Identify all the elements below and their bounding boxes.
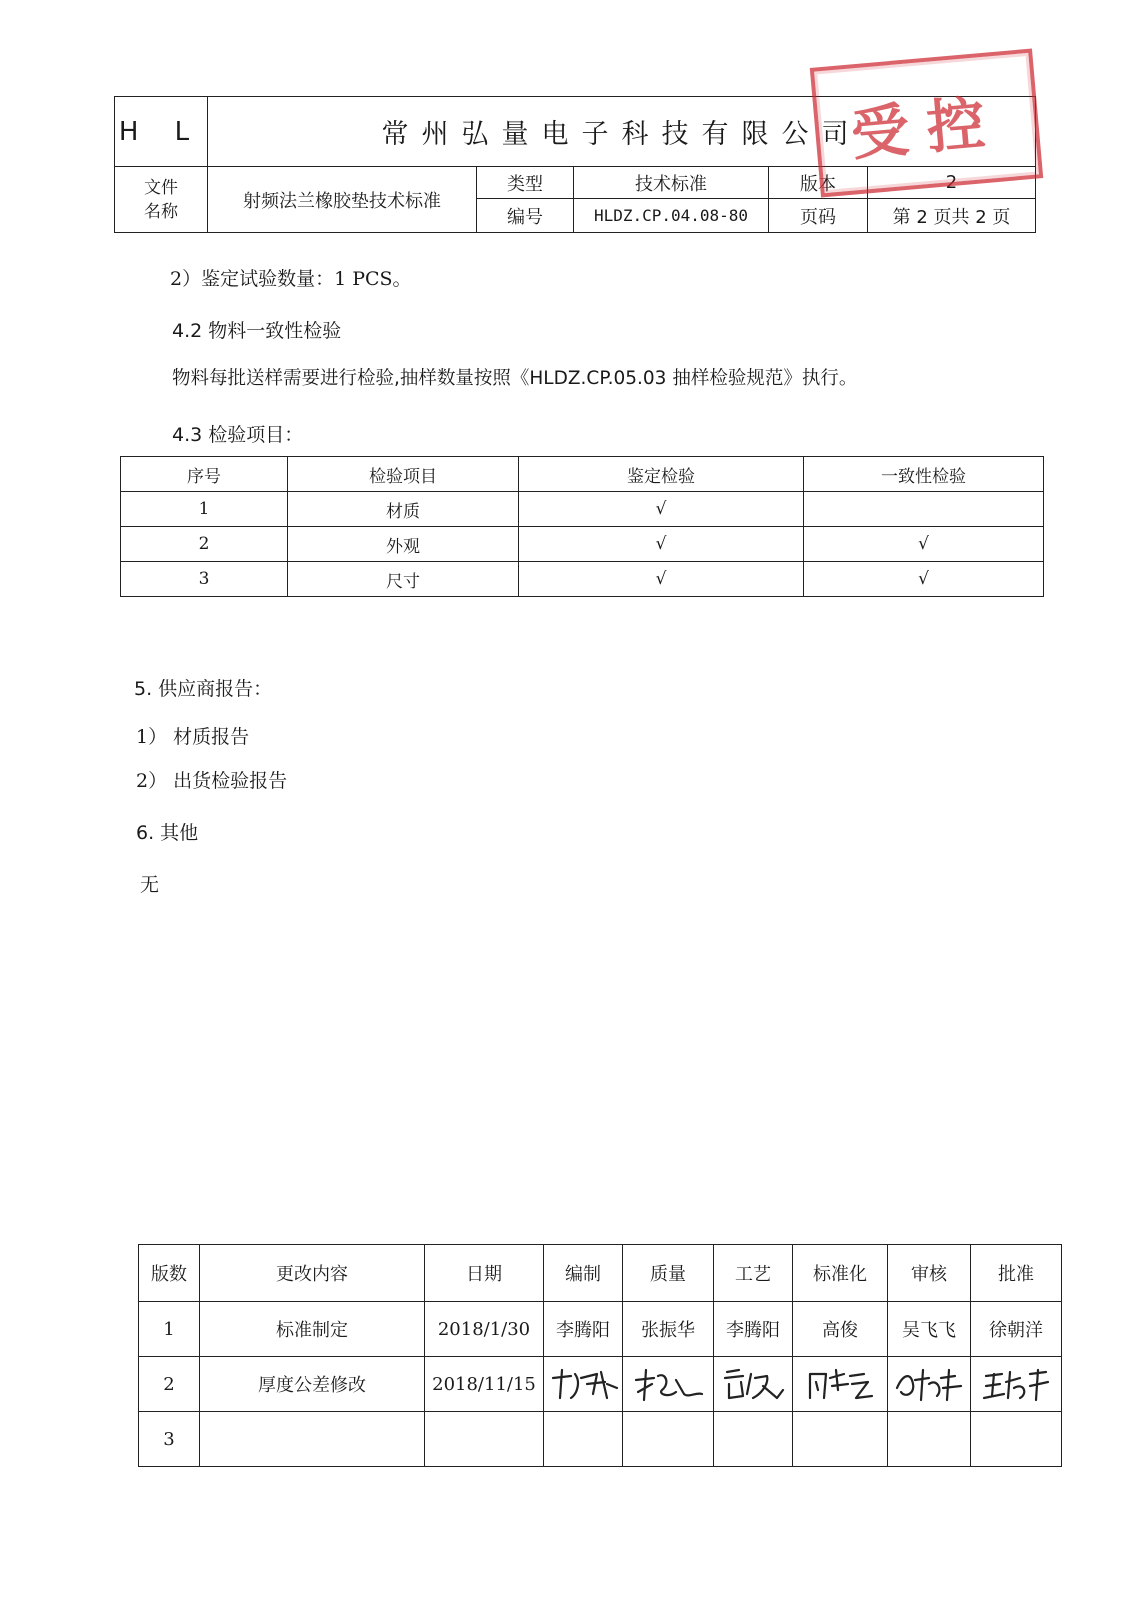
revision-header: 标准化: [793, 1245, 888, 1302]
inspection-table: [120, 456, 1044, 597]
inspection-header: 鉴定检验: [519, 457, 804, 492]
inspection-header: 检验项目: [288, 457, 519, 492]
table-cell: 标准制定: [200, 1302, 425, 1357]
section-4-3-title: 4.3 检验项目：: [172, 424, 304, 446]
table-cell: [623, 1412, 714, 1467]
table-row: [121, 492, 1044, 527]
page-label: 页码: [769, 199, 868, 233]
inspection-header: 序号: [121, 457, 288, 492]
type-label: 类型: [477, 167, 574, 199]
handwritten-signature: [632, 1364, 704, 1404]
table-cell: 2018/1/30: [425, 1302, 544, 1357]
section-6-title: 6. 其他: [136, 822, 199, 844]
controlled-stamp: 受控: [810, 49, 1043, 198]
table-row: [121, 527, 1044, 562]
handwritten-signature: [804, 1364, 876, 1404]
table-cell: 1: [139, 1302, 200, 1357]
check-mark: √: [804, 562, 1044, 597]
check-mark: √: [804, 527, 1044, 562]
company-name: 常州弘量电子科技有限公司: [208, 97, 1036, 167]
table-cell: 吴飞飞: [888, 1302, 971, 1357]
document-header: [114, 96, 1036, 233]
check-mark: √: [519, 527, 804, 562]
table-cell: 张振华: [623, 1302, 714, 1357]
signature-quality: [623, 1357, 714, 1412]
table-cell: 厚度公差修改: [200, 1357, 425, 1412]
table-cell: 李腾阳: [544, 1302, 623, 1357]
table-cell: [793, 1412, 888, 1467]
revision-header: 审核: [888, 1245, 971, 1302]
table-cell: 尺寸: [288, 562, 519, 597]
table-cell: 高俊: [793, 1302, 888, 1357]
table-cell: 2: [139, 1357, 200, 1412]
signature-compiler: [544, 1357, 623, 1412]
table-cell: [200, 1412, 425, 1467]
table-row: [121, 562, 1044, 597]
revision-header: 版数: [139, 1245, 200, 1302]
revision-header: 质量: [623, 1245, 714, 1302]
signature-standardization: [793, 1357, 888, 1412]
page-value: 第 2 页共 2 页: [868, 199, 1036, 233]
table-cell: [544, 1412, 623, 1467]
section-5-item-1: 1） 材质报告: [136, 726, 250, 748]
table-cell: 3: [121, 562, 288, 597]
revision-header: 更改内容: [200, 1245, 425, 1302]
inspection-header: 一致性检验: [804, 457, 1044, 492]
section-4-2-title: 4.2 物料一致性检验: [172, 320, 342, 342]
test-quantity-line: 2）鉴定试验数量：1 PCS。: [170, 268, 412, 290]
inspection-header-row: [121, 457, 1044, 492]
table-cell: [425, 1412, 544, 1467]
version-label: 版本: [769, 167, 868, 199]
table-row: [139, 1357, 1062, 1412]
table-cell: 3: [139, 1412, 200, 1467]
table-cell: [888, 1412, 971, 1467]
table-cell: 材质: [288, 492, 519, 527]
check-mark: [804, 492, 1044, 527]
table-cell: [714, 1412, 793, 1467]
type-value: 技术标准: [574, 167, 769, 199]
code-value: HLDZ.CP.04.08-80: [574, 199, 769, 233]
signature-approval: [971, 1357, 1062, 1412]
revision-table: [138, 1244, 1062, 1467]
handwritten-signature: [547, 1364, 619, 1404]
revision-header: 批准: [971, 1245, 1062, 1302]
code-label: 编号: [477, 199, 574, 233]
table-cell: 李腾阳: [714, 1302, 793, 1357]
revision-header: 日期: [425, 1245, 544, 1302]
handwritten-signature: [717, 1364, 789, 1404]
table-cell: 2018/11/15: [425, 1357, 544, 1412]
file-name-label: 文件 名称: [115, 167, 208, 233]
revision-header: 工艺: [714, 1245, 793, 1302]
handwritten-signature: [980, 1364, 1052, 1404]
header-logo: H L: [115, 97, 208, 167]
handwritten-signature: [893, 1364, 965, 1404]
section-6-text: 无: [140, 874, 160, 896]
table-row: [139, 1412, 1062, 1467]
signature-process: [714, 1357, 793, 1412]
revision-header: 编制: [544, 1245, 623, 1302]
check-mark: √: [519, 492, 804, 527]
signature-review: [888, 1357, 971, 1412]
table-cell: 1: [121, 492, 288, 527]
check-mark: √: [519, 562, 804, 597]
revision-header-row: [139, 1245, 1062, 1302]
table-cell: 徐朝洋: [971, 1302, 1062, 1357]
version-value: 2: [868, 167, 1036, 199]
file-name: 射频法兰橡胶垫技术标准: [208, 167, 477, 233]
section-5-title: 5. 供应商报告：: [134, 678, 273, 700]
table-cell: [971, 1412, 1062, 1467]
section-4-2-text: 物料每批送样需要进行检验,抽样数量按照《HLDZ.CP.05.03 抽样检验规范》执行。: [172, 368, 858, 389]
section-5-item-2: 2） 出货检验报告: [136, 770, 288, 792]
table-cell: 2: [121, 527, 288, 562]
table-row: [139, 1302, 1062, 1357]
table-cell: 外观: [288, 527, 519, 562]
